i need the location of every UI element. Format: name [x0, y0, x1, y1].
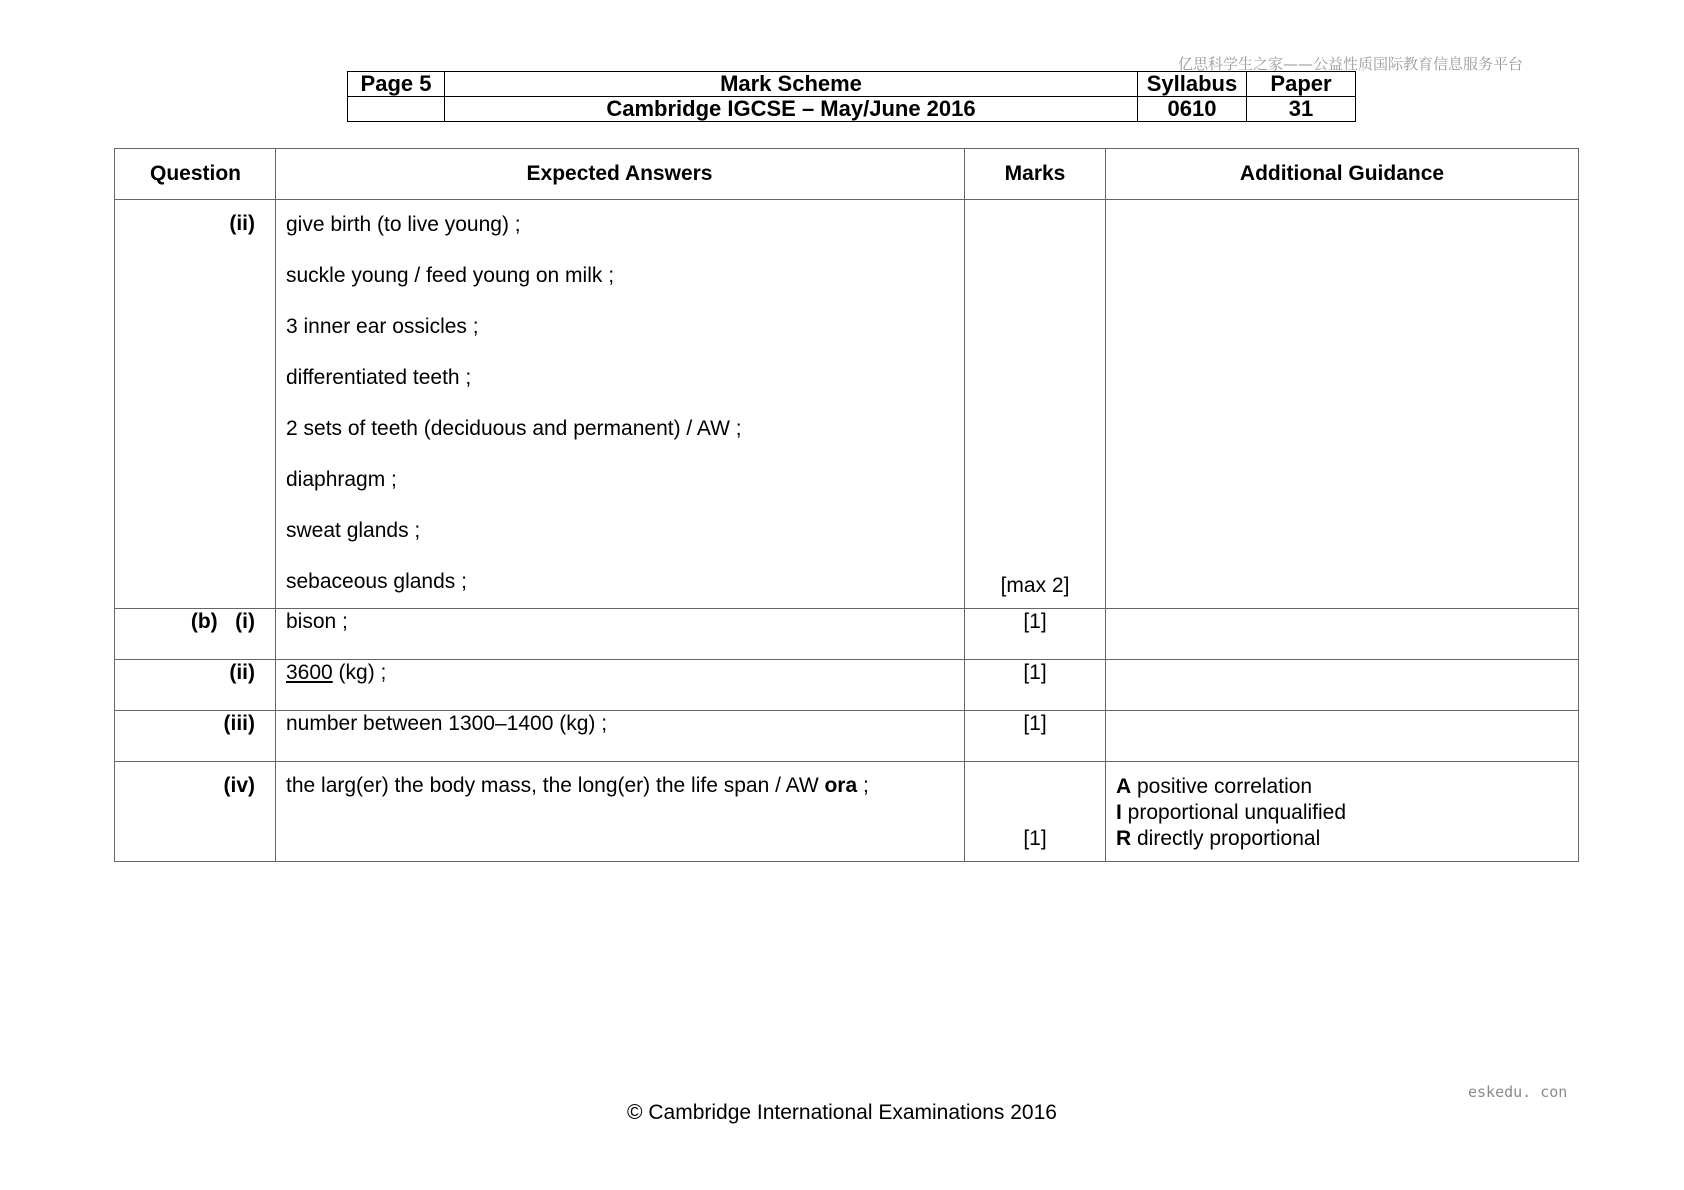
column-header-marks: Marks: [965, 149, 1106, 200]
answer-text: number between 1300–1400 (kg) ;: [276, 711, 965, 762]
guidance-code: R: [1116, 827, 1132, 850]
table-row: [115, 660, 1579, 711]
question-number: (iii): [115, 711, 276, 762]
question-number: (iv): [115, 762, 276, 862]
watermark-bottom-text: eskedu. con: [1468, 1083, 1568, 1101]
marks-value: [max 2]: [965, 200, 1106, 609]
guidance-text: directly proportional: [1131, 827, 1321, 850]
exam-name: Cambridge IGCSE – May/June 2016: [445, 97, 1138, 122]
table-row: [115, 762, 1579, 862]
marks-value: [1]: [965, 609, 1106, 660]
column-header-question: Question: [115, 149, 276, 200]
answer-line: sweat glands ;: [286, 519, 421, 542]
paper-label: Paper: [1247, 72, 1356, 97]
answer-unit: (kg) ;: [332, 661, 387, 684]
answer-text: bison ;: [276, 609, 965, 660]
guidance-code: I: [1116, 801, 1122, 824]
column-header-additional-guidance: Additional Guidance: [1106, 149, 1579, 200]
guidance-text: proportional unqualified: [1121, 801, 1347, 824]
answer-line: 2 sets of teeth (deciduous and permanent) / AW ;: [286, 417, 742, 440]
table-row: [115, 609, 1579, 660]
paper-number: 31: [1247, 97, 1356, 122]
answer-line: differentiated teeth ;: [286, 366, 472, 389]
page-number: Page 5: [348, 72, 445, 97]
answers-cell: [276, 200, 965, 609]
table-row: [115, 711, 1579, 762]
answer-cell: [276, 660, 965, 711]
mark-scheme-table: [114, 148, 1579, 862]
guidance-cell: [1106, 711, 1579, 762]
answer-line: diaphragm ;: [286, 468, 397, 491]
guidance-cell: [1106, 660, 1579, 711]
question-number: (ii): [115, 200, 276, 609]
syllabus-code: 0610: [1138, 97, 1247, 122]
guidance-line: [1116, 826, 1577, 852]
header-empty-cell: [348, 97, 445, 122]
guidance-code: A: [1116, 775, 1132, 798]
marks-value: [1]: [965, 762, 1106, 862]
header-table: [347, 71, 1356, 122]
guidance-cell: [1106, 200, 1579, 609]
question-number: (b) (i): [115, 609, 276, 660]
answer-line: 3 inner ear ossicles ;: [286, 315, 479, 338]
watermark-top-text: 亿思科学生之家——公益性质国际教育信息服务平台: [1178, 55, 1524, 73]
guidance-cell: [1106, 609, 1579, 660]
answer-cell: [276, 762, 965, 862]
answer-line: give birth (to live young) ;: [286, 213, 521, 236]
document-title: Mark Scheme: [445, 72, 1138, 97]
guidance-cell: [1106, 762, 1579, 862]
answer-end: ;: [857, 774, 869, 797]
syllabus-label: Syllabus: [1138, 72, 1247, 97]
answer-line: suckle young / feed young on milk ;: [286, 264, 615, 287]
guidance-line: [1116, 800, 1577, 826]
guidance-text: positive correlation: [1131, 775, 1313, 798]
question-number: (ii): [115, 660, 276, 711]
marks-value: [1]: [965, 660, 1106, 711]
answer-ora: ora: [824, 774, 858, 797]
marks-value: [1]: [965, 711, 1106, 762]
answer-line: sebaceous glands ;: [286, 570, 467, 593]
table-row: [115, 200, 1579, 609]
answer-text: the larg(er) the body mass, the long(er) the life span / AW: [286, 774, 819, 797]
copyright-footer: © Cambridge International Examinations 2016: [627, 1101, 1057, 1124]
column-header-expected-answers: Expected Answers: [276, 149, 965, 200]
table-header-row: [115, 149, 1579, 200]
guidance-line: [1116, 774, 1577, 800]
answer-value-underlined: 3600: [286, 661, 333, 684]
